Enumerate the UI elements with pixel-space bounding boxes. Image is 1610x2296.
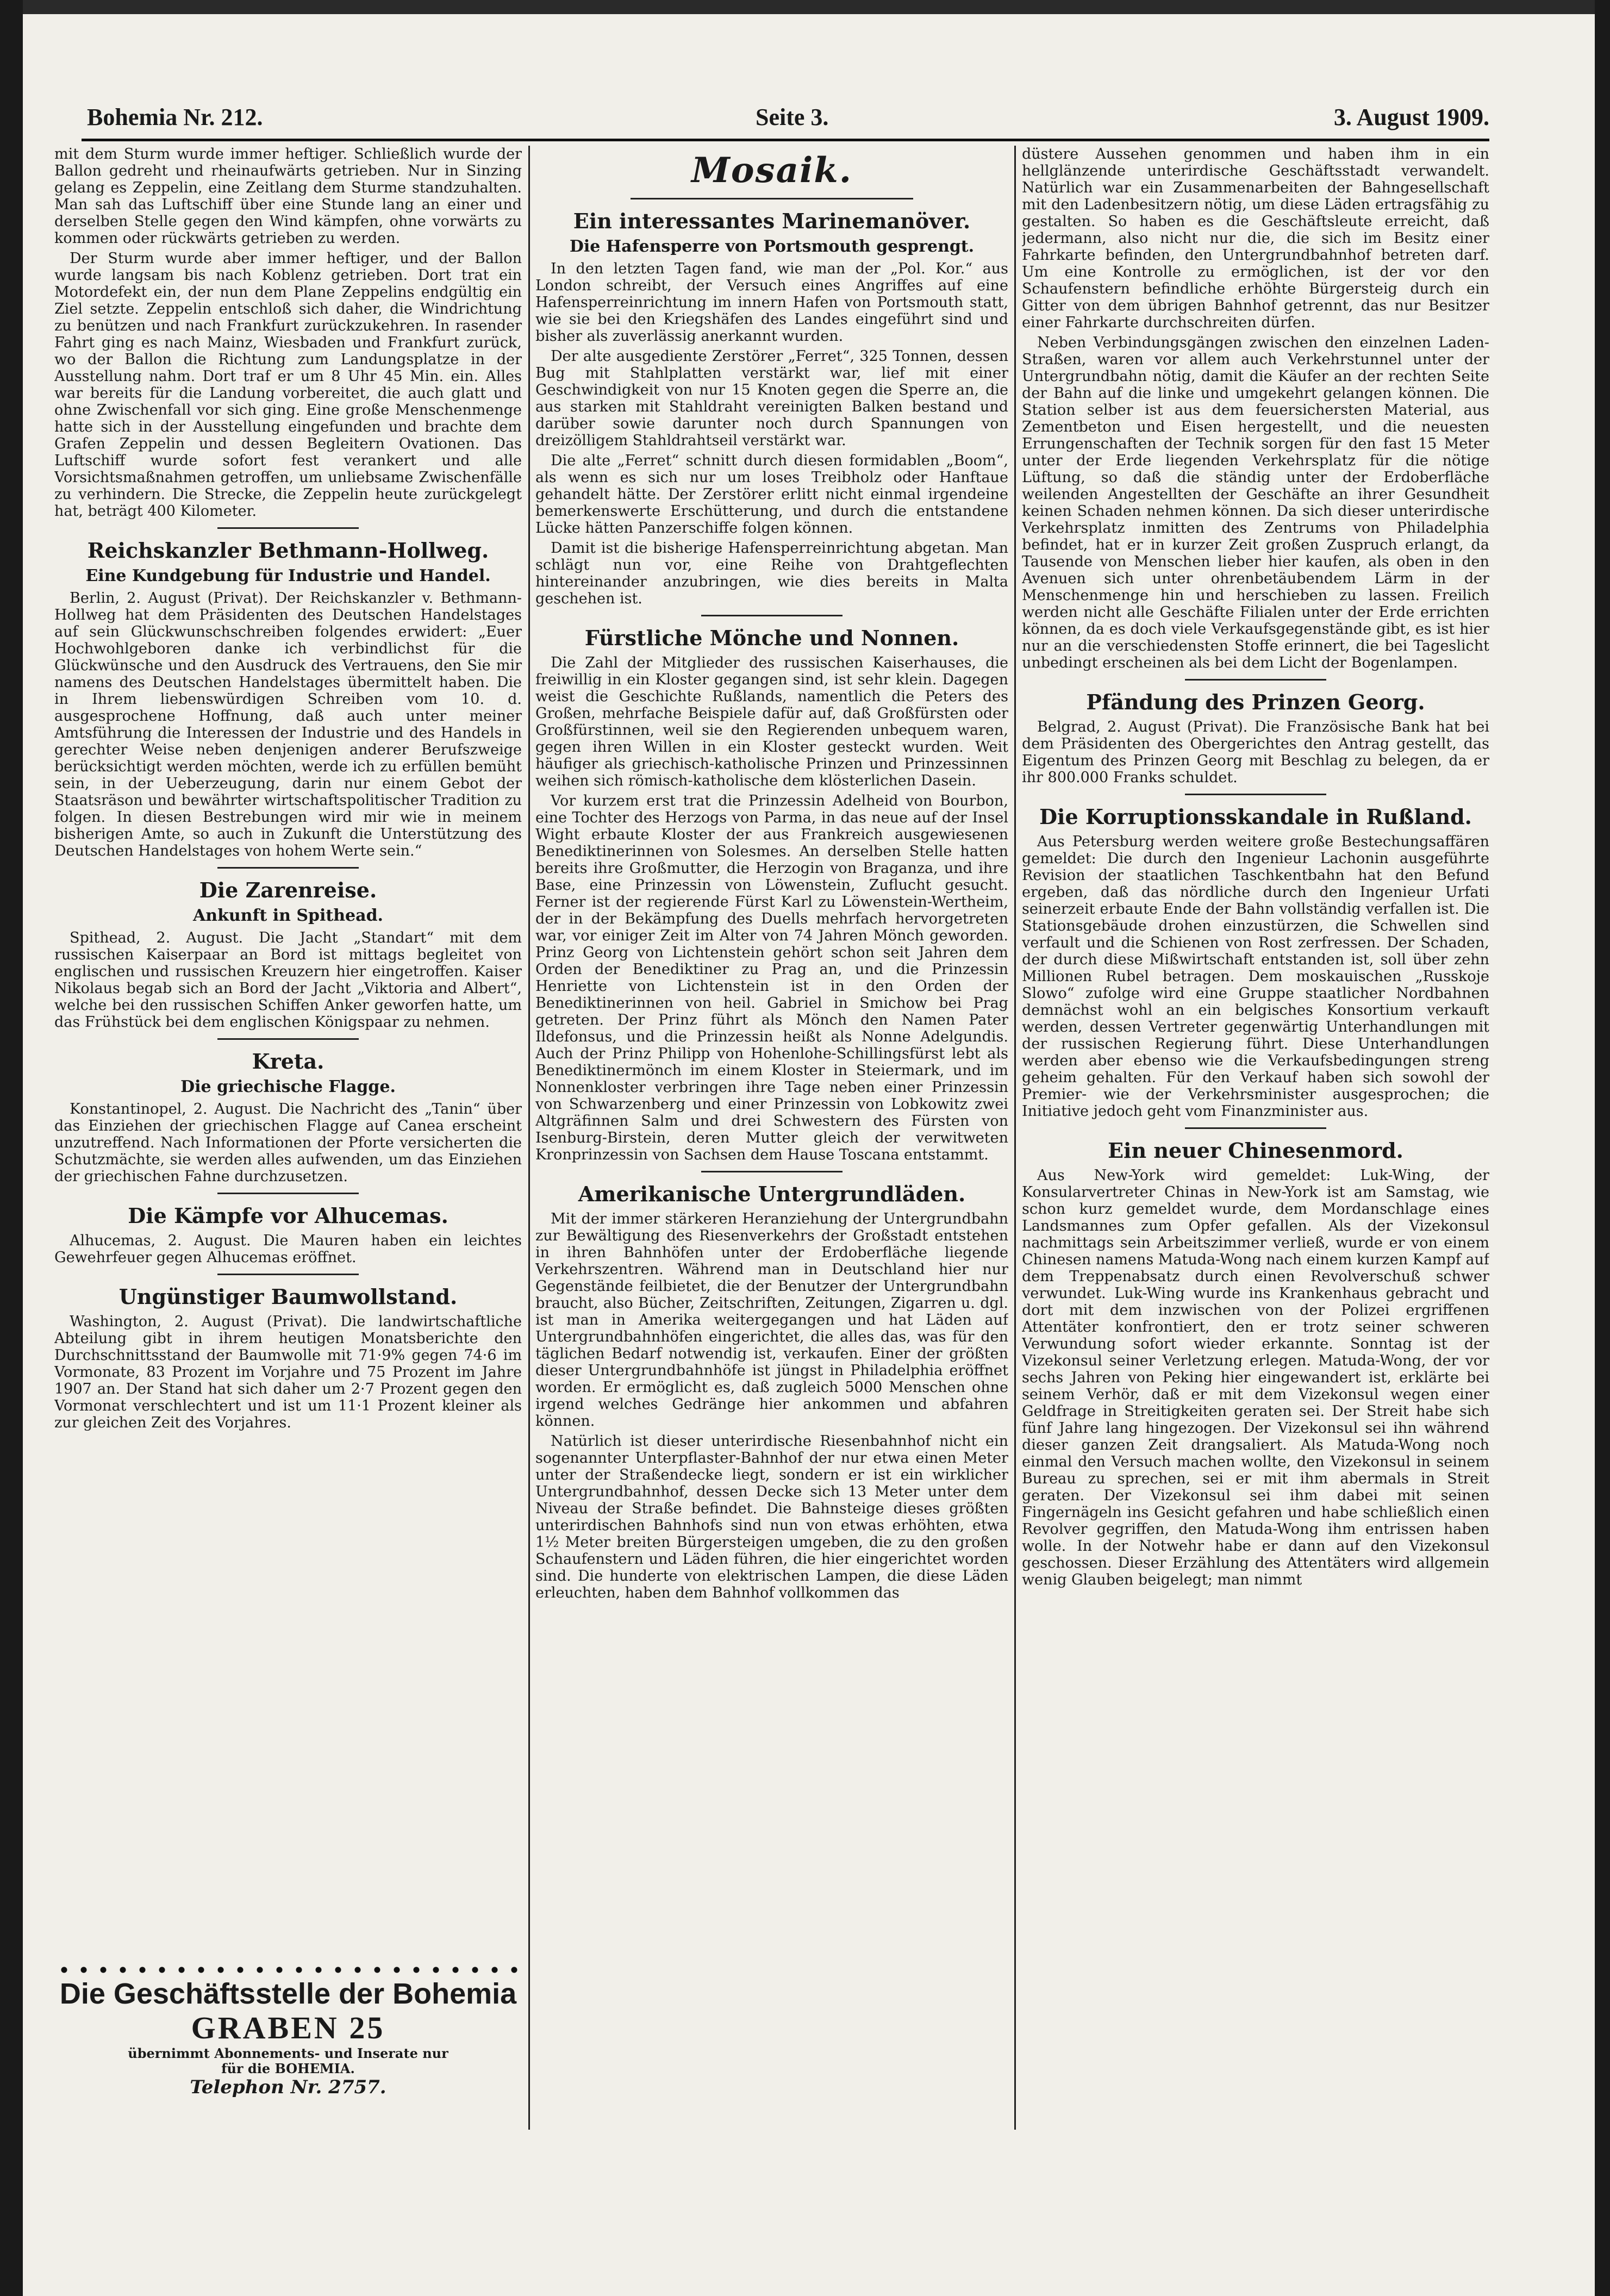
headline-kreta: Kreta. (252, 1049, 325, 1074)
column-2 (535, 146, 1008, 2130)
article-moenche-p2: Vor kurzem erst trat die Prinzessin Adelheid von Bourbon, eine Tochter des Herzogs von Parma, in das neue auf der Insel Wight erbaute Kloster der aus Frankreich ausgewiesenen Benediktinerinnen von Solesmes. An derselben Stelle hatten bereits ihre Großmutter, die Herzogin von Braganza, und ihre Base, eine Prinzessin von Löwenstein, Zuflucht gesucht. Ferner ist der regierende Fürst Karl zu Löwenstein-Wertheim, der in der Bekämpfung des Duells mehrfach hervorgetreten war, vor einiger Zeit im Alter von 74 Jahren Mönch geworden. Prinz Georg von Lichtenstein gehört schon seit Jahren dem Orden der Benediktiner zu Prag an, und die Prinzessin Henriette von Lichtenstein ist in den Orden der Benediktinerinnen von heil. Gabriel in Smichow bei Prag getreten. Der Prinz führt als Mönch den Namen Pater Ildefonsus, und die Prinzessin heißt als Nonne Adelgundis. Auch der Prinz Philipp von Hohenlohe-Schillingsfürst lebt als Benediktinermönch im einem Kloster in Steiermark, und im Nonnenkloster verbringen ihre Tage neben einer Prinzessin von Schwarzenberg und einer Prinzessin von Lobkowitz zwei Altgräfinnen Salm und drei Schwestern des Fürsten von Isenburg-Birstein, deren Mutter gleich der verwitweten Kronprinzessin von Sachsen dem Hause Toscana entstammt. (535, 793, 1008, 1163)
section-separator (701, 615, 843, 616)
column-rule-1 (528, 146, 530, 2130)
headline-reichskanzler: Reichskanzler Bethmann-Hollweg. (87, 538, 489, 563)
section-title-mosaik: Mosaik. (691, 150, 852, 191)
zeppelin-continuation: mit dem Sturm wurde immer heftiger. Schließlich wurde der Ballon gedreht und rheinaufwärts getrieben. Nur in Sinzing gelang es Zeppelin, eine Zeitlang dem Sturme standzuhalten. Man sah das Luftschiff über eine Stunde lang an einer und derselben Stelle gegen den Wind kämpfen, ohne vorwärts zu kommen oder rückwärts getrieben zu werden. (54, 146, 522, 247)
column-1 (54, 146, 522, 2130)
article-laden-p1: Mit der immer stärkeren Heranziehung der Untergrundbahn zur Bewältigung des Riesenverkehrs der Großstadt entstehen in ihren Bahnhöfen unter der Erdoberfläche liegende Verkehrszentren. Während man in Deutschland hier nur Gegenstände feilbietet, die der Benutzer der Untergrundbahn braucht, also Bücher, Zeitschriften, Zeitungen, Zigarren u. dgl. ist man in Amerika weitergegangen und hat Läden auf Untergrundbahnhöfen eingerichtet, die alles das, was für den täglichen Bedarf notwendig ist, verkaufen. Einer der größten dieser Untergrundbahnhöfe ist jüngst in Philadelphia eröffnet worden. Er ermöglicht es, daß zugleich 5000 Menschen ohne irgend welches Gedränge hier ankommen und abfahren können. (535, 1211, 1008, 1430)
article-kreta: Konstantinopel, 2. August. Die Nachricht des „Tanin“ über das Einziehen der griechischen Flagge auf Canea erscheint unzutreffend. Nach Informationen der Pforte versicherten die Schutzmächte, sie werden alles aufwenden, um das Einziehen der griechischen Fahne durchzusetzen. (54, 1101, 522, 1185)
article-marine-p4: Damit ist die bisherige Hafensperreinrichtung abgetan. Man schlägt nun vor, eine Reihe von Drahtgeflechten hintereinander anzubringen, wie dies bereits in Malta geschehen ist. (535, 540, 1008, 607)
headline-untergrundlaeden: Amerikanische Untergrundläden. (578, 1182, 966, 1206)
section-separator (1185, 1127, 1326, 1129)
section-separator (217, 1274, 359, 1275)
article-laden-p2: Natürlich ist dieser unterirdische Riesenbahnhof nicht ein sogenannter Unterpflaster-Bahnhof der nur etwa einen Meter unter der Straßendecke liegt, sondern er ist ein wirklicher Untergrundbahnhof, dessen Decke sich 13 Meter unter dem Niveau der Straße befindet. Die Bahnsteige dieses größten unterirdischen Bahnhofs sind nun von etwas erhöhten, etwa 1½ Meter breiten Bürgersteigen umgeben, die zu den großen Schaufenstern und Läden führen, die hier eingerichtet worden sind. Die hunderte von elektrischen Lampen, die diese Läden erleuchten, haben dem Bahnhof vollkommen das (535, 1433, 1008, 1601)
column-rule-2 (1014, 146, 1016, 2130)
header-rule (82, 139, 1489, 141)
article-alhucemas: Alhucemas, 2. August. Die Mauren haben ein leichtes Gewehrfeuer gegen Alhucemas eröffnet. (54, 1232, 522, 1266)
headline-pfaendung: Pfändung des Prinzen Georg. (1086, 690, 1425, 714)
ad-line-1: übernimmt Abonnements- und Inserate nur (128, 2045, 448, 2061)
article-pfaendung: Belgrad, 2. August (Privat). Die Französische Bank hat bei dem Präsidenten des Obergerichtes den Antrag gestellt, das Eigentum des Prinzen Georg mit Beschlag zu belegen, da er ihr 800.000 Franks schuldet. (1022, 719, 1489, 786)
ad-title: Die Geschäftsstelle der Bohemia (59, 1977, 517, 2010)
header-page-number: Seite 3. (756, 104, 829, 130)
article-laden-continuation-2: Neben Verbindungsgängen zwischen den einzelnen Laden-Straßen, waren vor allem auch Verkehrstunnel unter der Untergrundbahn nötig, damit die Käufer an der rechten Seite der Bahn auf die linke und umgekehrt gelangen können. Die Station selber ist aus dem feuersichersten Material, aus Zementbeton und Eisen hergestellt, und die neuesten Errungenschaften der Technik sorgen für den fast 15 Meter unter der Erde liegenden Verkehrsplatz für die nötige Lüftung, so daß die ständig unter der Erdoberfläche weilenden Angestellten der Geschäfte an ihrer Gesundheit keinen Schaden nehmen können. Da sich dieser unterirdische Verkehrsplatz inmitten des Zentrums von Philadelphia befindet, hat er in kurzer Zeit großen Zuspruch erlangt, da Tausende von Menschen lieber hier kaufen, als oben in den Avenuen sich unter ohrenbetäubendem Lärm in der Menschenmenge hin und herschieben zu lassen. Freilich werden nicht alle Geschäfte Filialen unter der Erde errichten können, da es doch viele Verkaufsgegenstände gibt, es ist hier nur an die verschiedensten Stoffe erinnert, die bei Tageslicht unbedingt erscheinen als bei dem Licht der Bogenlampen. (1022, 334, 1489, 671)
section-separator (217, 867, 359, 869)
section-separator (217, 1193, 359, 1194)
header-date: 3. August 1909. (1333, 104, 1489, 130)
headline-moenche: Fürstliche Mönche und Nonnen. (584, 626, 959, 650)
section-separator (1185, 679, 1326, 681)
article-reichskanzler: Berlin, 2. August (Privat). Der Reichskanzler v. Bethmann-Hollweg hat dem Präsidenten des Deutschen Handelstages auf sein Glückwunschschreiben folgendes erwidert: „Euer Hochwohlgeboren danke ich verbindlichst für die Glückwünsche und den Ausdruck des Vertrauens, den Sie mir namens des Deutschen Handelstages übermittelt haben. Die in Ihrem liebenswürdigen Schreiben vom 10. d. ausgesprochene Hoffnung, daß auch unter meiner Amtsführung die Interessen der Industrie und des Handels in gerechter Weise neben denjenigen anderer Berufszweige berücksichtigt werden möchten, werde ich zu erfüllen bemüht sein, in der Ueberzeugung, darin nur einem Gebot der Staatsräson und bewährter wirtschaftspolitischer Tradition zu folgen. In diesen Bestrebungen wird mir wie in meinem bisherigen Amte, so auch in Zukunft die Unterstützung des Deutschen Handelstages von hohem Werte sein.“ (54, 590, 522, 859)
scan-border-top (0, 0, 1610, 14)
ad-phone: Telephon Nr. 2757. (190, 2076, 386, 2098)
headline-alhucemas: Die Kämpfe vor Alhucemas. (128, 1203, 448, 1228)
section-separator (701, 1171, 843, 1172)
header-issue: Bohemia Nr. 212. (87, 104, 263, 130)
article-marine-p3: Die alte „Ferret“ schnitt durch diesen formidablen „Boom“, als wenn es sich nur um loses Treibholz oder Hanftaue gehandelt hätte. Der Zerstörer erlitt nicht einmal irgendeine bemerkenswerte Erschütterung, und durch die entstandene Lücke hätten Panzerschiffe folgen können. (535, 452, 1008, 536)
ad-dotted-border-top (54, 1964, 522, 1975)
headline-marinemanoever: Ein interessantes Marinemanöver. (573, 209, 971, 233)
headline-korruption: Die Korruptionsskandale in Rußland. (1039, 804, 1472, 829)
column-3 (1022, 146, 1489, 2130)
article-baumwolle: Washington, 2. August (Privat). Die landwirtschaftliche Abteilung gibt in ihrem heutigen Monatsberichte den Durchschnittsstand der Baumwolle mit 71·9% gegen 74·6 im Vormonate, 83 Prozent im Vorjahre und 75 Prozent im Jahre 1907 an. Der Stand hat sich daher um 2·7 Prozent gegen den Vormonat verschlechtert und ist um 11·1 Prozent kleiner als zur gleichen Zeit des Vorjahres. (54, 1313, 522, 1431)
scan-border-right (1595, 0, 1610, 2296)
ad-address: GRABEN 25 (191, 2010, 385, 2045)
section-separator (631, 198, 913, 199)
article-moenche-p1: Die Zahl der Mitglieder des russischen Kaiserhauses, die freiwillig in ein Kloster gegangen sind, ist sehr klein. Dagegen weist die Geschichte Rußlands, namentlich die Peters des Großen, mehrfache Beispiele dafür auf, daß Großfürsten oder Großfürstinnen, weil sie den Regierenden unbequem waren, gegen ihren Willen in ein Kloster gesteckt wurden. Weit häufiger als griechisch-katholische Prinzen und Prinzessinnen weihen sich römisch-katholische dem klösterlichen Dasein. (535, 654, 1008, 789)
article-korruption: Aus Petersburg werden weitere große Bestechungsaffären gemeldet: Die durch den Ingenieur Lachonin ausgeführte Revision der staatlichen Taschkentbahn hat den Befund ergeben, daß das nördliche durch den Ingenieur Urfati seinerzeit erbaute Ende der Bahn vollständig verfallen ist. Die Stationsgebäude drohen einzustürzen, die Schwellen sind verfault und die Schienen von Rost zerfressen. Der Schaden, der durch diese Mißwirtschaft entstanden ist, soll über zehn Millionen Rubel betragen. Dem moskauischen „Russkoje Slowo“ zufolge wird eine Gruppe staatlicher Nordbahnen demnächst wohl an ein belgisches Konsortium verkauft werden, dessen Vertreter gegenwärtig Unterhandlungen mit der russischen Regierung führt. Diese Unterhandlungen werden aber ebenso wie die Verkaufsbedingungen streng geheim gehalten. Für den Verkauf haben sich sowohl der Premier- wie der Verkehrsminister ausgesprochen; die Initiative jedoch geht vom Finanzminister aus. (1022, 833, 1489, 1120)
article-marine-p1: In den letzten Tagen fand, wie man der „Pol. Kor.“ aus London schreibt, der Versuch eines Angriffes auf eine Hafensperreinrichtung im innern Hafen von Portsmouth statt, wie sie bei den Kriegshäfen des Landes eingeführt sind und bisher als zuverlässig anerkannt wurden. (535, 260, 1008, 345)
headline-zarenreise: Die Zarenreise. (199, 878, 377, 902)
headline-baumwolle: Ungünstiger Baumwollstand. (118, 1284, 458, 1309)
scan-border-left (0, 0, 23, 2296)
subhead-spithead: Ankunft in Spithead. (192, 906, 383, 925)
section-separator (217, 527, 359, 529)
page-header (87, 103, 1489, 141)
article-marine-p2: Der alte ausgediente Zerstörer „Ferret“, 325 Tonnen, dessen Bug mit Stahlplatten verstärkt war, lief mit einer Geschwindigkeit von nur 15 Knoten gegen die Sperre an, die aus starken mit Stahldraht vereinigten Balken bestand und darüber sowie darunter noch durch Spannungen von dreizölligem Stahldrahtseil verstärkt war. (535, 348, 1008, 449)
headline-chinesenmord: Ein neuer Chinesenmord. (1108, 1138, 1403, 1163)
section-separator (217, 1038, 359, 1040)
subhead-kundgebung: Eine Kundgebung für Industrie und Handel. (85, 566, 491, 585)
subhead-portsmouth: Die Hafensperre von Portsmouth gesprengt. (569, 237, 975, 256)
zeppelin-paragraph-2: Der Sturm wurde aber immer heftiger, und der Ballon wurde langsam bis nach Koblenz getrieben. Dort trat ein Motordefekt ein, der nun dem Plane Zeppelins endgültig ein Ziel setzte. Zeppelin entschloß sich daher, die Windrichtung zu benützen und nach Frankfurt zurückzukehren. In rasender Fahrt ging es nach Mainz, Wiesbaden und Frankfurt zurück, wo der Ballon die Richtung zum Landungsplatze in der Ausstellung nahm. Dort traf er um 8 Uhr 45 Min. ein. Alles war bereits für die Landung vorbereitet, die auch glatt und ohne Zwischenfall vor sich ging. Eine große Menschenmenge hatte sich in der Ausstellung eingefunden und brachte dem Grafen Zeppelin und dessen Begleitern Ovationen. Das Luftschiff wurde sofort fest verankert und alle Vorsichtsmaßnahmen getroffen, um unliebsame Zwischenfälle zu verhindern. Die Strecke, die Zeppelin heute zurückgelegt hat, beträgt 400 Kilometer. (54, 250, 522, 520)
subhead-flagge: Die griechische Flagge. (180, 1077, 396, 1096)
article-chinesenmord: Aus New-York wird gemeldet: Luk-Wing, der Konsularvertreter Chinas in New-York ist am Samstag, wie schon kurz gemeldet wurde, dem Mordanschlage eines Landsmannes zum Opfer gefallen. Als der Vizekonsul nachmittags sein Arbeitszimmer verließ, wurde er von einem Chinesen namens Matuda-Wong nach einem kurzen Kampf auf dem Treppenabsatz durch einen Revolverschuß schwer verwundet. Luk-Wing wurde ins Krankenhaus gebracht und dort mit dem inzwischen von der Polizei ergriffenen Attentäter konfrontiert, den er trotz seiner schweren Verwundung sofort wieder erkannte. Sonntag ist der Vizekonsul seiner Verletzung erlegen. Matuda-Wong, der vor sechs Jahren von Peking hier eingewandert ist, erklärte bei seinem Verhör, daß er mit dem Vizekonsul wegen einer Geldfrage in Streitigkeiten geraten sei. Der Streit habe sich fünf Jahre lang hingezogen. Der Vizekonsul sei ihn während dieser ganzen Zeit drangsaliert. Als Matuda-Wong noch einmal den Versuch machen wollte, den Vizekonsul in seinem Bureau zu sprechen, sei er mit ihm abermals in Streit geraten. Der Vizekonsul sei ihm dabei mit seinen Fingernägeln ins Gesicht gefahren und habe schließlich einen Revolver gegriffen, den Matuda-Wong ihm entrissen haben wolle. In der Notwehr habe er dann auf den Vizekonsul geschossen. Dieser Erzählung des Attentäters wird allgemein wenig Glauben beigelegt; man nimmt (1022, 1167, 1489, 1588)
article-laden-continuation: düstere Aussehen genommen und haben ihm in ein hellglänzende unterirdische Geschäftsstadt verwandelt. Natürlich war ein Zusammenarbeiten der Bahngesellschaft mit den Ladenbesitzern nötig, um diese Läden ertragsfähig zu gestalten. So haben es die Geschäftsleute erreicht, daß jedermann, also nicht nur die, die sich im Besitz einer Fahrkarte befinden, den Untergrundbahnhof betreten darf. Um eine Kontrolle zu ermöglichen, ist der vor den Schaufenstern befindliche erhöhte Bürgersteig durch ein Gitter von dem übrigen Bahnhof getrennt, das nur Besitzer einer Fahrkarte durchschreiten dürfen. (1022, 146, 1489, 331)
ad-line-2: für die BOHEMIA. (221, 2061, 355, 2076)
article-zarenreise: Spithead, 2. August. Die Jacht „Standart“ mit dem russischen Kaiserpaar an Bord ist mittags begleitet von englischen und russischen Kreuzern hier eingetroffen. Kaiser Nikolaus begab sich an Bord der Jacht „Viktoria and Albert“, welche bei den russischen Schiffen Anker geworfen hatte, um das Frühstück bei dem englischen Königspaar zu nehmen. (54, 929, 522, 1031)
advertisement-bohemia (54, 1962, 522, 2125)
section-separator (1185, 794, 1326, 795)
